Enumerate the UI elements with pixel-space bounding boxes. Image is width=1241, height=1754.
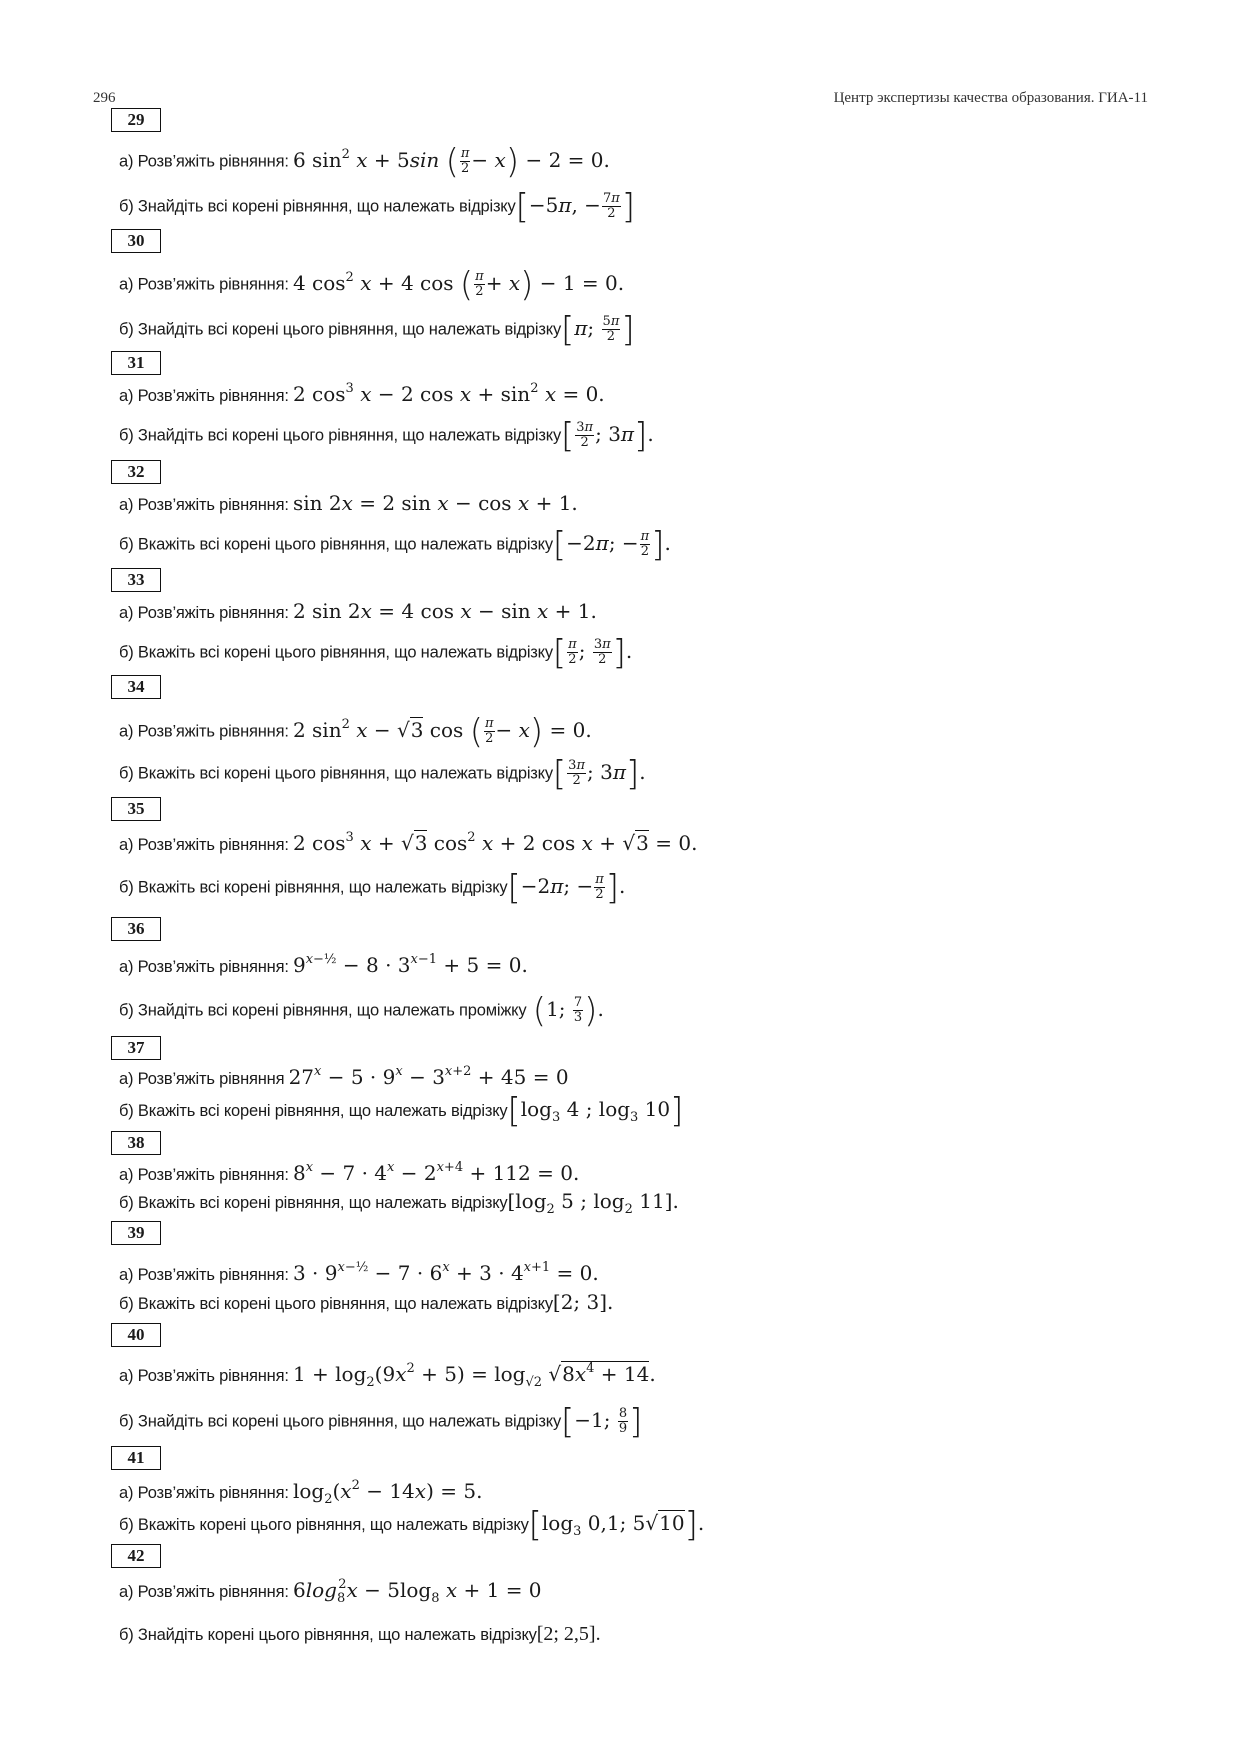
problem-part-a [119,1478,483,1507]
problem-part-a [119,381,605,406]
problem-part-a [119,952,528,977]
interval: [−5π, − $\frac{7\pi}{2}$ ] [515,186,636,227]
problem-part-b [119,1505,705,1545]
interval: (1; $\frac{7}{3}$ ). [532,990,604,1031]
equation: 2 $\sin^2 x - √3$ cos ( $\frac{\pi}{2}$ − x) = 0. [292,711,592,752]
problem-number: 40 [111,1323,161,1347]
part-label: а) Розв’яжіть рівняння: [119,1367,289,1385]
equation: 2 sin 2x = 4 cos x − sin x + 1. [292,599,597,623]
interval: [ $\frac{\pi}{2}$ ; $\frac{3\pi}{2}$ ]. [552,632,633,673]
part-label: б) Вкажіть всі корені рівняння, що належать відрізку [119,1194,508,1212]
part-label: б) Вкажіть корені цього рівняння, що належать відрізку [119,1516,529,1534]
equation: 2 $\cos^3 x - 2$ $\cos x + \sin^2 x = 0$. [292,381,605,406]
problem-number: 42 [111,1544,161,1568]
problem-part-b [119,1189,679,1217]
problem-part-b [119,990,604,1031]
interval: [$\log_3$ 4 ; $\log_3 10$] [507,1091,684,1131]
part-label: б) Знайдіть всі корені цього рівняння, що належать відрізку [119,426,561,445]
part-label: а) Розв’яжіть рівняння [119,1070,285,1088]
problem-part-b [119,186,636,227]
problem-number: 31 [111,351,161,375]
problem-part-b [119,1401,643,1442]
problem-part-a [119,141,610,182]
equation: 4 $\cos^2 x + 4$ cos ( $\frac{\pi}{2}$ + x) − 1 = 0. [292,264,625,305]
part-label: а) Розв’яжіть рівняння: [119,958,289,976]
problem-part-a [119,1064,569,1089]
problem-part-a [119,493,578,514]
interval: [π; $\frac{5\pi}{2}$ ] [561,309,635,350]
interval: [ $\frac{3\pi}{2}$ ; 3π]. [561,415,654,456]
interval: [$\log_2$ 5 ; $\log_2 11$]. [507,1189,679,1217]
equation: $1 + \log_2(9x^2 + 5) = \log_{√2} √8x^4 + 14$. [292,1361,656,1390]
problem-part-b [119,524,671,565]
part-label: б) Знайдіть всі корені цього рівняння, що належать відрізку [119,1412,561,1431]
part-label: а) Розв’яжіть рівняння: [119,1484,289,1502]
problem-number: 35 [111,797,161,821]
part-label: б) Знайдіть всі корені цього рівняння, що належать відрізку [119,320,561,339]
problem-part-a [119,711,592,752]
part-label: б) Знайдіть всі корені рівняння, що належать відрізку [119,197,516,216]
problem-part-a [119,1160,580,1185]
problem-number: 32 [111,460,161,484]
part-label: а) Розв’яжіть рівняння: [119,836,289,854]
equation: $9^{x-\frac{1}{2}} - 8 \cdot 3^{x-1} + 5 = 0$. [292,952,528,977]
part-label: а) Розв’яжіть рівняння: [119,1583,289,1601]
problem-part-a [119,1577,542,1606]
page-number: 296 [93,90,116,106]
problem-part-b [119,632,633,673]
problem-part-a [119,1361,656,1390]
part-label: а) Розв’яжіть рівняння: [119,604,289,622]
problem-number: 37 [111,1036,161,1060]
equation: $8^x - 7 \cdot 4^x - 2^{x+4} + 112 = 0$. [292,1160,580,1185]
equation: $6\log_8^2x - 5\log_8$ x + 1 = 0 [292,1577,542,1606]
part-label: б) Вкажіть всі корені цього рівняння, що належать відрізку [119,764,553,783]
interval: [−2π; − $\frac{\pi}{2}$ ]. [552,524,671,565]
part-label: б) Вкажіть всі корені цього рівняння, що належать відрізку [119,535,553,554]
running-header: Центр экспертизы качества образования. ГИА-11 [833,90,1148,106]
interval: [−1; $\frac{8}{9}$ ] [561,1401,643,1442]
interval: [2; 2,5]. [536,1623,601,1645]
part-label: а) Розв’яжіть рівняння: [119,275,289,294]
problem-number: 33 [111,568,161,592]
problem-part-b [119,415,654,456]
problem-part-a [119,601,597,622]
problem-number: 29 [111,108,161,132]
part-label: а) Розв’яжіть рівняння: [119,152,289,171]
problem-part-b [119,1292,613,1313]
part-label: а) Розв’яжіть рівняння: [119,496,289,514]
problem-number: 30 [111,229,161,253]
problem-part-b [119,867,626,908]
equation: sin 2x = 2 sin x − cos x + 1. [292,491,578,515]
problem-part-a [119,264,625,305]
problem-number: 39 [111,1221,161,1245]
part-label: а) Розв’яжіть рівняння: [119,1266,289,1284]
problem-part-a [119,830,698,855]
equation: $\log_2(x^2 - 14x) = 5$. [292,1478,483,1507]
equation: $3 \cdot 9^{x-\frac{1}{2}} - 7 \cdot 6^x + 3 \cdot 4^{x+1} = 0$. [292,1260,599,1285]
problem-part-b [119,1091,684,1131]
part-label: б) Вкажіть всі корені рівняння, що належать відрізку [119,878,508,897]
part-label: а) Розв’яжіть рівняння: [119,1166,289,1184]
equation: 2 $\cos^3 x + √3$ $\cos^2 x + 2$ cos x + √3 = 0. [292,830,698,855]
part-label: а) Розв’яжіть рівняння: [119,387,289,405]
part-label: б) Вкажіть всі корені цього рівняння, що належать відрізку [119,1295,553,1313]
problem-part-b [119,309,635,350]
part-label: б) Вкажіть всі корені рівняння, що належать відрізку [119,1102,508,1120]
problem-number: 38 [111,1131,161,1155]
part-label: б) Знайдіть всі корені рівняння, що належать проміжку [119,1001,527,1020]
interval: [−2π; − $\frac{\pi}{2}$ ]. [507,867,626,908]
problem-part-b [119,1624,601,1644]
part-label: а) Розв’яжіть рівняння: [119,722,289,741]
interval: [2; 3]. [552,1290,614,1314]
part-label: б) Знайдіть корені цього рівняння, що належать відрізку [119,1626,537,1644]
equation: 6 $\sin^2 x + 5\sin$ ( $\frac{\pi}{2}$ − x) − 2 = 0. [292,141,610,182]
interval: [ $\frac{3\pi}{2}$ ; 3π]. [552,753,646,794]
problem-part-b [119,753,646,794]
problem-number: 34 [111,675,161,699]
interval: [$\log_3$ 0,1; 5√10]. [528,1505,705,1545]
problem-part-a [119,1260,599,1285]
part-label: б) Вкажіть всі корені цього рівняння, що належать відрізку [119,643,553,662]
equation: $27^x - 5 \cdot 9^x - 3^{x+2} + 45 = 0$ [288,1064,569,1089]
problem-number: 36 [111,917,161,941]
problem-number: 41 [111,1446,161,1470]
